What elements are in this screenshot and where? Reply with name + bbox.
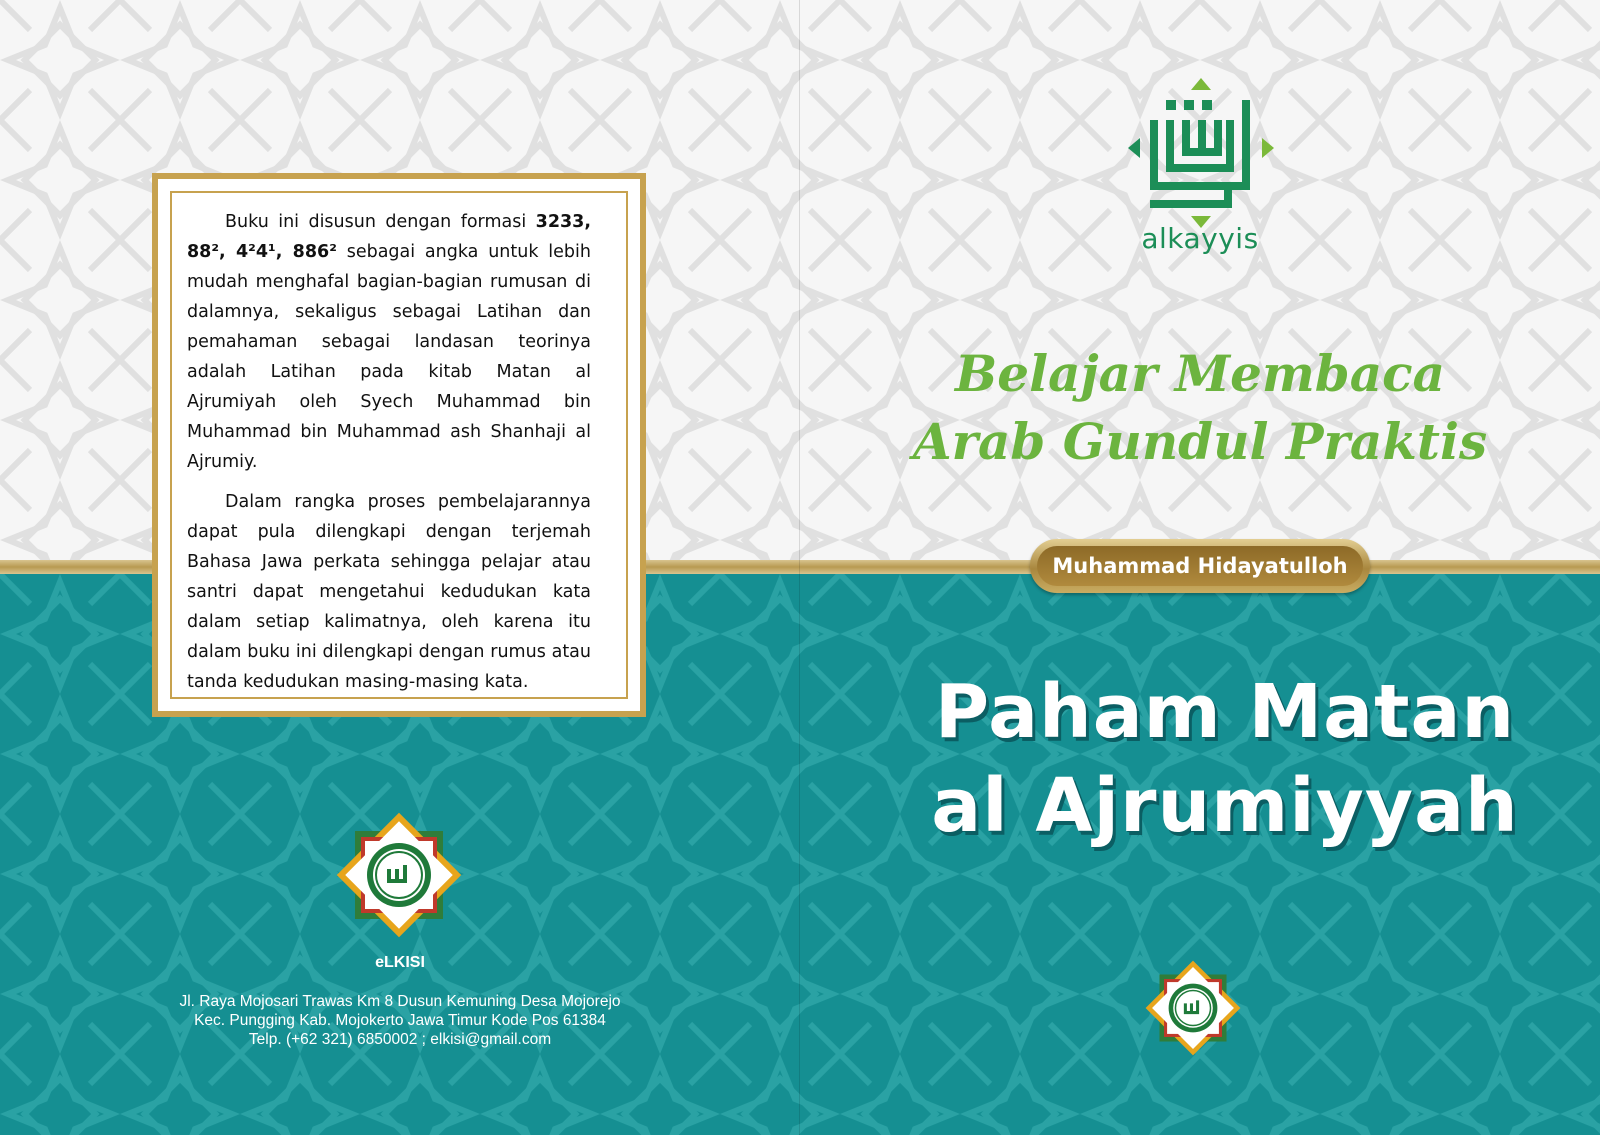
address-line-1: Jl. Raya Mojosari Trawas Km 8 Dusun Kemuning Desa Mojorejo (179, 993, 621, 1010)
publisher-address (130, 992, 670, 1049)
title-line-1: Paham Matan (934, 669, 1516, 755)
blurb-box (152, 173, 646, 717)
subtitle-line-1: Belajar Membaca (955, 344, 1445, 403)
blurb-p1-formation: 3233, 88², 4²4¹, 886² (187, 212, 591, 262)
book-title (885, 665, 1565, 853)
subtitle (880, 340, 1520, 476)
elkisi-emblem-small-icon (1145, 960, 1241, 1056)
blurb-p1-end: sebagai angka untuk lebih mudah menghafal bagian-bagian rumusan di dalamnya, sekaligus sebagai Latihan dan pemahaman sebagai landasan teorinya adalah Latihan pada kitab Matan al Ajrumiyah oleh Syech Muhammad bin Muhammad bin Muhammad ash Shanhaji al Ajrumiy. (187, 242, 591, 472)
contact-line: Telp. (+62 321) 6850002 ; elkisi@gmail.com (248, 1031, 552, 1048)
elkisi-emblem-icon (336, 812, 462, 938)
title-line-2: al Ajrumiyyah (931, 763, 1519, 849)
alkayyis-logo-icon (1128, 78, 1274, 228)
author-badge (1030, 539, 1370, 593)
address-line-2: Kec. Pungging Kab. Mojokerto Jawa Timur Kode Pos 61384 (194, 1012, 606, 1029)
spine-line (799, 0, 800, 1135)
blurb-paragraph-1 (187, 207, 591, 477)
brand-label: alkayyis (1141, 222, 1259, 255)
subtitle-line-2: Arab Gundul Praktis (912, 412, 1488, 471)
blurb-p1-start: Buku ini disusun dengan formasi (225, 212, 536, 232)
author-badge-inner (1037, 546, 1363, 586)
blurb-paragraph-2: Dalam rangka proses pembelajarannya dapat pula dilengkapi dengan terjemah Bahasa Jawa perkata sehingga pelajar atau santri dapat mengetahui kedudukan kata dalam setiap kalimatnya, oleh karena itu dalam buku ini dilengkapi dengan rumus atau tanda kedudukan masing-masing kata. (187, 492, 591, 692)
publisher-name: eLKISI (375, 954, 425, 971)
author-name: Muhammad Hidayatulloh (1052, 554, 1348, 578)
blurb-text (187, 207, 591, 707)
